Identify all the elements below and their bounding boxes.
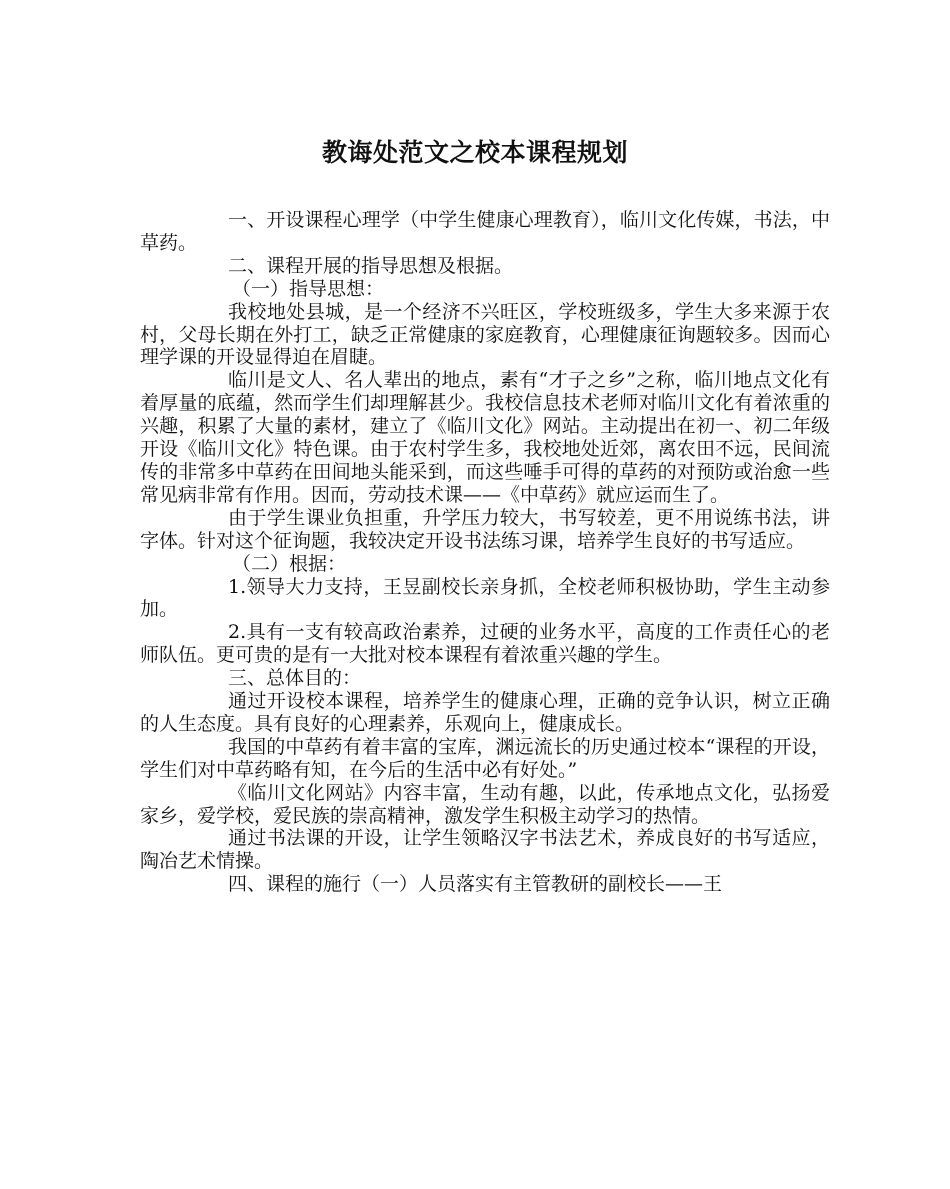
paragraph-8-basis-1: 1.领导大力支持，王昱副校长亲身抓，全校老师积极协助，学生主动参加。 — [140, 575, 830, 621]
paragraph-1-courses: 一、开设课程心理学（中学生健康心理教育），临川文化传媒，书法，中草药。 — [140, 209, 830, 254]
paragraph-3-guiding-thought-heading: （一）指导思想： — [232, 277, 385, 300]
document-body — [140, 209, 830, 896]
paragraph-14-goal-calligraphy: 通过书法课的开设，让学生领略汉字书法艺术，养成良好的书写适应，陶冶艺术情操。 — [140, 827, 830, 873]
paragraph-7-basis-heading: （二）根据： — [232, 552, 347, 575]
paragraph-10-goals-heading: 三、总体目的： — [228, 667, 362, 690]
paragraph-11-goal-psychology: 通过开设校本课程，培养学生的健康心理，正确的竞争认识，树立正确的人生态度。具有良好的心理素养，乐观向上，健康成长。 — [140, 690, 830, 735]
paragraph-12-goal-herbs: 我国的中草药有着丰富的宝库，渊远流长的历史通过校本“课程的开设，学生们对中草药略有知，在今后的生活中必有好处。” — [140, 735, 830, 781]
paragraph-2-guiding-heading: 二、课程开展的指导思想及根据。 — [228, 254, 514, 277]
paragraph-9-basis-2: 2.具有一支有较高政治素养，过硬的业务水平，高度的工作责任心的老师队伍。更可贵的是有一大批对校本课程有着浓重兴趣的学生。 — [140, 621, 830, 667]
paragraph-6-calligraphy-reason: 由于学生课业负担重，升学压力较大，书写较差，更不用说练书法，讲字体。针对这个征询题，我较决定开设书法练习课，培养学生良好的书写适应。 — [140, 506, 830, 552]
paragraph-5-linchuan-culture: 临川是文人、名人辈出的地点，素有“才子之乡”之称，临川地点文化有着厚量的底蕴，然而学生们却理解甚少。我校信息技术老师对临川文化有着浓重的兴趣，积累了大量的素材，建立了《临川文化》网站。主动提出在初一、初二年级开设《临川文化》特色课。由于农村学生多，我校地处近郊，离农田不远，民间流传的非常多中草药在田间地头能采到，而这些唾手可得的草药的对预防或治愈一些常见病非常有作用。因而，劳动技术课——《中草药》就应运而生了。 — [140, 369, 830, 506]
paragraph-13-goal-website: 《临川文化网站》内容丰富，生动有趣，以此，传承地点文化，弘扬爱家乡，爱学校，爱民族的崇高精神，激发学生积极主动学习的热情。 — [140, 781, 830, 827]
paragraph-4-school-situation: 我校地处县城，是一个经济不兴旺区，学校班级多，学生大多来源于农村，父母长期在外打工，缺乏正常健康的家庭教育，心理健康征询题较多。因而心理学课的开设显得迫在眉睫。 — [140, 300, 830, 369]
document-title: 教诲处范文之校本课程规划 — [321, 138, 628, 167]
paragraph-15-implementation: 四、课程的施行（一）人员落实有主管教研的副校长——王 — [228, 873, 723, 896]
